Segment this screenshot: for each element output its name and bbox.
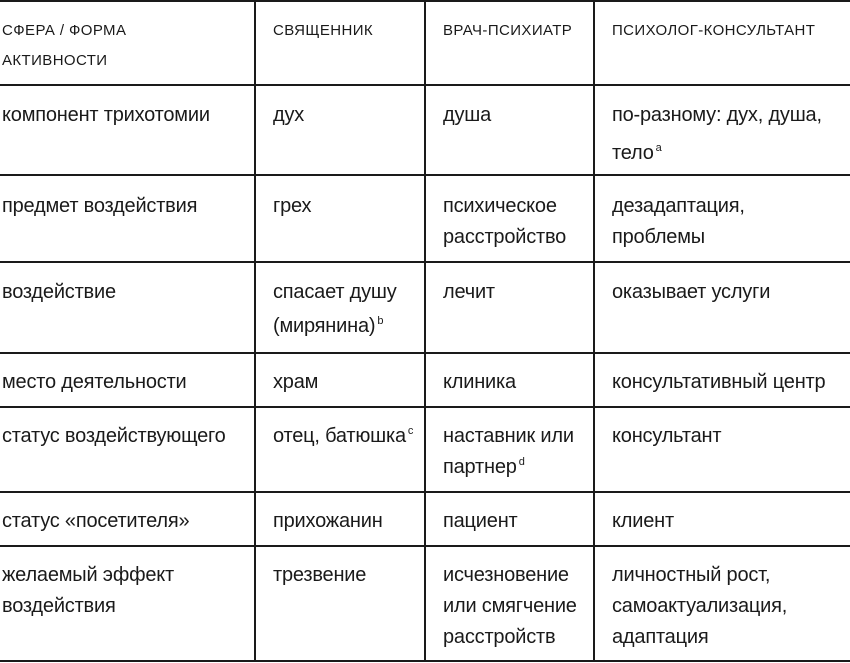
footnote-marker: a [655,141,662,154]
table-cell: лечит [443,281,495,303]
table-cell: грех [273,195,312,217]
footnote-marker: c [407,424,414,437]
header-psychiatrist: ВРАЧ-ПСИХИАТР [443,22,573,39]
table-cell: трезвение [273,564,367,586]
table-cell: компонент трихотомии [2,104,210,126]
header-priest: СВЯЩЕННИК [273,22,374,39]
table-cell: желаемый эффект [2,564,174,586]
cell-text: отец, батюшка [273,425,406,447]
table-cell [612,138,662,169]
header-psychologist: ПСИХОЛОГ-КОНСУЛЬТАНТ [612,22,816,39]
table-cell [273,421,413,452]
table-cell: психическое [443,195,557,217]
table-cell: оказывает услуги [612,281,771,303]
table-cell: наставник или [443,425,574,447]
column-divider [424,0,426,662]
table-cell [443,452,525,483]
table-cell: исчезновение [443,564,569,586]
table-cell: проблемы [612,226,705,248]
table-cell: личностный рост, [612,564,771,586]
table-cell: дезадаптация, [612,195,745,217]
table-cell: адаптация [612,626,709,648]
table-cell: храм [273,371,319,393]
cell-text: тело [612,142,654,164]
column-divider [254,0,256,662]
cell-text: партнер [443,456,517,478]
table-cell: воздействие [2,281,116,303]
table-cell: статус воздействующего [2,425,226,447]
table-cell: по-разному: дух, душа, [612,104,822,126]
table-cell: спасает душу [273,281,397,303]
table-cell: предмет воздействия [2,195,198,217]
table-cell: консультативный центр [612,371,826,393]
cell-text: (мирянина) [273,315,376,337]
table-cell: прихожанин [273,510,383,532]
footnote-marker: d [518,455,525,468]
table-cell: клиент [612,510,674,532]
table-cell: место деятельности [2,371,187,393]
table-cell: клиника [443,371,516,393]
table-cell: пациент [443,510,518,532]
table-cell: воздействия [2,595,116,617]
table-cell: статус «посетителя» [2,510,190,532]
table-cell: душа [443,104,492,126]
table-cell [273,311,383,342]
table-cell: дух [273,104,305,126]
footnote-marker: b [377,314,384,327]
column-divider [593,0,595,662]
table-cell: самоактуализация, [612,595,788,617]
table-cell: консультант [612,425,722,447]
table-cell: расстройств [443,626,556,648]
header-sphere: СФЕРА / ФОРМА АКТИВНОСТИ [2,22,127,69]
table-cell: расстройство [443,226,567,248]
table-cell: или смягчение [443,595,577,617]
